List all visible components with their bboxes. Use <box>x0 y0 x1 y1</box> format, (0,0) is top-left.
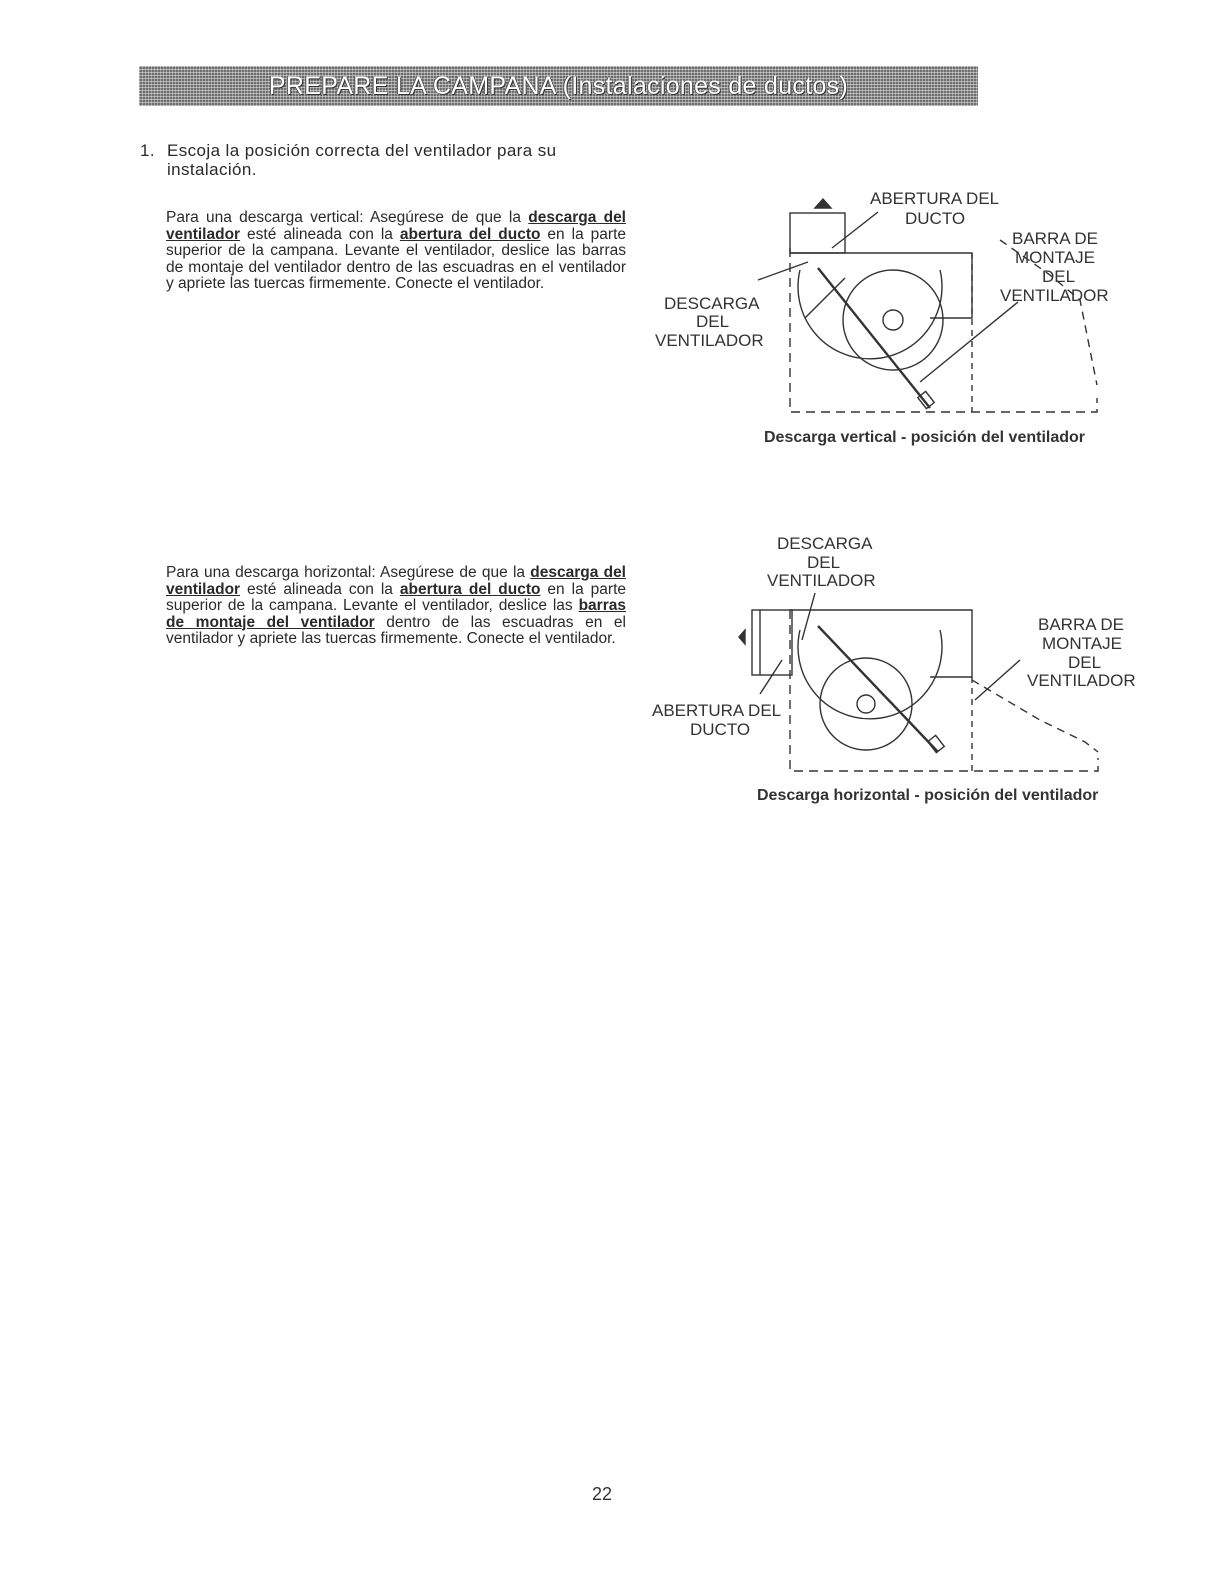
text-run: en la parte superior de la campana. Levante el ventilador, deslice las <box>166 580 626 614</box>
mounting-bar-label: DEL <box>1068 653 1102 672</box>
section-title: PREPARE LA CAMPANA (Instalaciones de ductos) <box>268 71 849 100</box>
mounting-bar-label: BARRA DE <box>1038 615 1124 634</box>
text-run: Para una descarga vertical: Asegúrese de que la <box>166 209 529 226</box>
emphasis-term: abertura del ducto <box>399 580 541 598</box>
section-banner <box>139 66 978 106</box>
horizontal-instructions <box>166 565 626 648</box>
figure-caption: Descarga vertical - posición del ventilador <box>764 429 1085 446</box>
mounting-bar-label: VENTILADOR <box>1000 286 1109 305</box>
mounting-bar-label: DEL <box>1042 267 1076 286</box>
fan-discharge-label: DESCARGA <box>664 294 760 313</box>
fan-discharge-label: VENTILADOR <box>767 571 876 590</box>
text-run: Para una descarga horizontal: Asegúrese de que la <box>166 564 531 581</box>
emphasis-term: descarga del ventilador <box>166 564 626 598</box>
mounting-bar-label: VENTILADOR <box>1027 671 1136 690</box>
text-run: dentro de las escuadras en el ventilador y apriete las tuercas firmemente. Conecte el ventilador. <box>166 613 626 647</box>
vertical-instructions <box>166 210 626 293</box>
emphasis-term: barras de montaje del ventilador <box>166 597 626 631</box>
text-run: en la parte superior de la campana. Levante el ventilador, deslice las barras de montaje del ventilador dentro de las escuadras en el ventilador y apriete las tuercas firmemente. Conecte el ventilador. <box>166 225 626 292</box>
fan-discharge-label: VENTILADOR <box>655 331 764 350</box>
duct-opening-label: ABERTURA DEL <box>652 701 782 720</box>
fan-discharge-label: DEL <box>807 553 841 572</box>
duct-opening-label: DUCTO <box>690 720 751 739</box>
duct-opening-label: DUCTO <box>905 209 966 228</box>
mounting-bar-label: BARRA DE <box>1012 229 1098 248</box>
text-run: esté alineada con la <box>240 225 400 243</box>
step-number: 1. <box>140 141 155 160</box>
mounting-bar-label: MONTAJE <box>1015 248 1095 267</box>
fan-discharge-label: DEL <box>696 312 730 331</box>
fan-discharge-label: DESCARGA <box>777 534 873 553</box>
mounting-bar-label: MONTAJE <box>1042 634 1122 653</box>
step-text: Escoja la posición correcta del ventilador para su instalación. <box>167 141 557 179</box>
figure-caption: Descarga horizontal - posición del ventilador <box>757 787 1099 804</box>
step-1 <box>140 141 640 179</box>
emphasis-term: abertura del ducto <box>399 225 541 243</box>
page-number: 22 <box>592 1484 613 1504</box>
text-run: esté alineada con la <box>240 580 400 598</box>
emphasis-term: descarga del ventilador <box>166 209 626 243</box>
duct-opening-label: ABERTURA DEL <box>870 189 1000 208</box>
